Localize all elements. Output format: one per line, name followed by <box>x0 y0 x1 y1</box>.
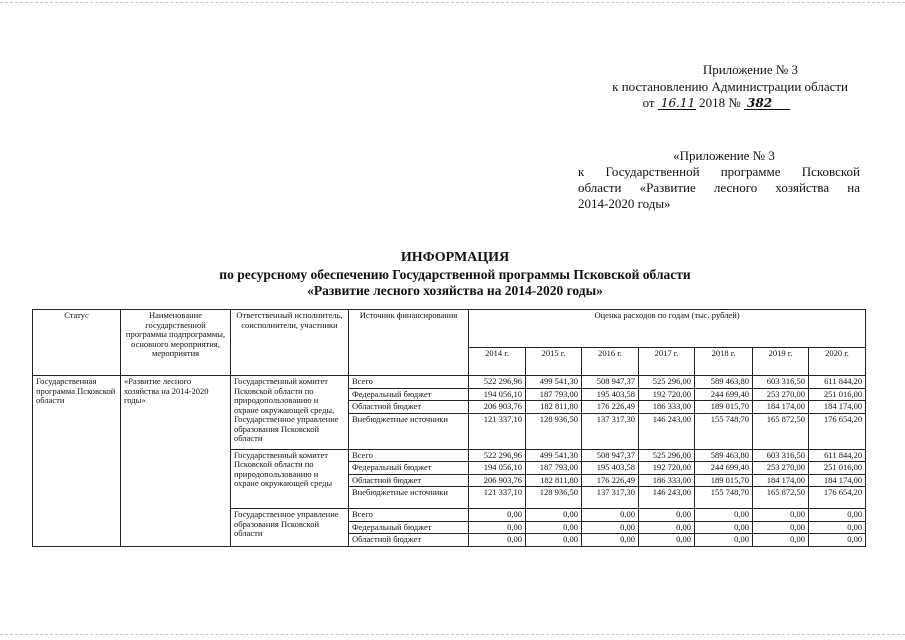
value-cell: 253 270,00 <box>753 388 809 401</box>
value-cell: 244 699,40 <box>695 388 753 401</box>
value-cell: 0,00 <box>526 509 582 522</box>
value-cell: 522 296,96 <box>469 376 526 389</box>
handwritten-date: 16.11 <box>658 97 696 110</box>
source-cell: Областной бюджет <box>349 474 469 487</box>
value-cell: 522 296,96 <box>469 449 526 462</box>
word: лесного <box>713 180 758 195</box>
value-cell: 195 403,58 <box>582 462 639 475</box>
value-cell: 499 541,30 <box>526 449 582 462</box>
annex-reference-block <box>560 62 860 112</box>
header-status: Статус <box>33 310 121 376</box>
source-cell: Внебюджетные источники <box>349 413 469 449</box>
value-cell: 184 174,00 <box>753 474 809 487</box>
word: «Развитие <box>639 180 696 195</box>
value-cell: 176 226,49 <box>582 401 639 414</box>
word: области <box>578 180 622 195</box>
value-cell: 0,00 <box>695 509 753 522</box>
source-cell: Областной бюджет <box>349 401 469 414</box>
source-cell: Федеральный бюджет <box>349 462 469 475</box>
year-label: 2018 № <box>699 95 741 110</box>
value-cell: 165 872,50 <box>753 487 809 509</box>
value-cell: 194 056,10 <box>469 462 526 475</box>
value-cell: 251 016,00 <box>809 462 866 475</box>
value-cell: 184 174,00 <box>753 401 809 414</box>
header-source: Источник финансирования <box>349 310 469 376</box>
value-cell: 525 296,00 <box>639 449 695 462</box>
word: хозяйства <box>775 180 830 195</box>
program-name-cell: «Развитие лесного хозяйства на 2014-2020 годы» <box>121 376 231 547</box>
value-cell: 187 793,00 <box>526 462 582 475</box>
value-cell: 121 337,10 <box>469 487 526 509</box>
value-cell: 186 333,00 <box>639 474 695 487</box>
value-cell: 182 811,80 <box>526 401 582 414</box>
value-cell: 253 270,00 <box>753 462 809 475</box>
value-cell: 0,00 <box>582 509 639 522</box>
executor-cell: Государственный комитет Псковской области по природопользованию и охране окружающей среды <box>231 449 349 509</box>
date-prefix: от <box>642 95 655 110</box>
value-cell: 206 903,76 <box>469 474 526 487</box>
source-cell: Внебюджетные источники <box>349 487 469 509</box>
annex-number: Приложение № 3 <box>702 62 798 77</box>
executor-cell: Государственное управление образования Псковской области <box>231 509 349 547</box>
value-cell: 206 903,76 <box>469 401 526 414</box>
status-cell: Государственная программа Псковской области <box>33 376 121 547</box>
value-cell: 137 317,30 <box>582 413 639 449</box>
value-cell: 155 748,70 <box>695 487 753 509</box>
scan-edge-top <box>0 2 905 3</box>
value-cell: 0,00 <box>639 521 695 534</box>
value-cell: 187 793,00 <box>526 388 582 401</box>
title-heading: ИНФОРМАЦИЯ <box>400 250 510 265</box>
value-cell: 0,00 <box>526 521 582 534</box>
value-cell: 603 316,50 <box>753 449 809 462</box>
header-year: 2014 г. <box>469 348 526 376</box>
word: на <box>847 180 860 195</box>
value-cell: 189 015,70 <box>695 401 753 414</box>
value-cell: 508 947,37 <box>582 449 639 462</box>
value-cell: 0,00 <box>582 534 639 547</box>
value-cell: 176 226,49 <box>582 474 639 487</box>
value-cell: 192 720,00 <box>639 462 695 475</box>
value-cell: 525 296,00 <box>639 376 695 389</box>
program-annex-line2 <box>578 164 860 180</box>
header-year: 2016 г. <box>582 348 639 376</box>
value-cell: 128 936,50 <box>526 413 582 449</box>
value-cell: 176 654,20 <box>809 487 866 509</box>
value-cell: 499 541,30 <box>526 376 582 389</box>
header-year: 2017 г. <box>639 348 695 376</box>
value-cell: 611 844,20 <box>809 376 866 389</box>
document-title <box>150 250 760 300</box>
scan-edge-bottom <box>0 634 905 635</box>
value-cell: 146 243,00 <box>639 413 695 449</box>
value-cell: 0,00 <box>469 521 526 534</box>
value-cell: 184 174,00 <box>809 474 866 487</box>
table-row <box>33 376 866 389</box>
value-cell: 244 699,40 <box>695 462 753 475</box>
value-cell: 0,00 <box>469 534 526 547</box>
header-estimate: Оценка расходов по годам (тыс. рублей) <box>469 310 866 348</box>
value-cell: 0,00 <box>526 534 582 547</box>
source-cell: Областной бюджет <box>349 534 469 547</box>
source-cell: Всего <box>349 509 469 522</box>
value-cell: 0,00 <box>809 521 866 534</box>
source-cell: Всего <box>349 376 469 389</box>
value-cell: 192 720,00 <box>639 388 695 401</box>
resource-table <box>32 309 866 547</box>
value-cell: 0,00 <box>639 509 695 522</box>
executor-cell: Государственный комитет Псковской области по природопользованию и охране окружающей среды, Государственное управление образования Псковской области <box>231 376 349 450</box>
value-cell: 508 947,37 <box>582 376 639 389</box>
value-cell: 128 936,50 <box>526 487 582 509</box>
value-cell: 0,00 <box>695 534 753 547</box>
value-cell: 0,00 <box>809 509 866 522</box>
program-annex-line4: 2014-2020 годы» <box>578 196 671 211</box>
value-cell: 155 748,70 <box>695 413 753 449</box>
value-cell: 0,00 <box>695 521 753 534</box>
source-cell: Федеральный бюджет <box>349 388 469 401</box>
value-cell: 165 872,50 <box>753 413 809 449</box>
source-cell: Всего <box>349 449 469 462</box>
program-annex-block <box>578 148 860 212</box>
value-cell: 0,00 <box>469 509 526 522</box>
header-year: 2018 г. <box>695 348 753 376</box>
annex-date-line <box>560 95 860 112</box>
title-subheading: по ресурсному обеспечению Государственной программы Псковской области <box>219 266 691 282</box>
word: Псковской <box>801 164 860 179</box>
value-cell: 0,00 <box>639 534 695 547</box>
value-cell: 0,00 <box>809 534 866 547</box>
value-cell: 137 317,30 <box>582 487 639 509</box>
header-executor: Ответственный исполнитель, соисполнители, участники <box>231 310 349 376</box>
value-cell: 589 463,80 <box>695 449 753 462</box>
value-cell: 0,00 <box>753 509 809 522</box>
handwritten-number: 382 <box>744 97 790 110</box>
program-annex-number: «Приложение № 3 <box>673 148 775 163</box>
value-cell: 195 403,58 <box>582 388 639 401</box>
value-cell: 603 316,50 <box>753 376 809 389</box>
program-annex-line3 <box>578 180 860 196</box>
word: Государственной <box>605 164 700 179</box>
value-cell: 611 844,20 <box>809 449 866 462</box>
title-program-name: «Развитие лесного хозяйства на 2014-2020 годы» <box>307 283 603 298</box>
word: программе <box>720 164 781 179</box>
value-cell: 182 811,80 <box>526 474 582 487</box>
value-cell: 186 333,00 <box>639 401 695 414</box>
value-cell: 189 015,70 <box>695 474 753 487</box>
value-cell: 251 016,00 <box>809 388 866 401</box>
header-year: 2015 г. <box>526 348 582 376</box>
value-cell: 121 337,10 <box>469 413 526 449</box>
value-cell: 0,00 <box>753 534 809 547</box>
header-name: Наименование государственной программы подпрограммы, основного мероприятия, мероприятия <box>121 310 231 376</box>
source-cell: Федеральный бюджет <box>349 521 469 534</box>
annex-resolution-ref: к постановлению Администрации области <box>612 78 848 94</box>
value-cell: 589 463,80 <box>695 376 753 389</box>
header-year: 2020 г. <box>809 348 866 376</box>
header-year: 2019 г. <box>753 348 809 376</box>
value-cell: 0,00 <box>753 521 809 534</box>
value-cell: 184 174,00 <box>809 401 866 414</box>
value-cell: 146 243,00 <box>639 487 695 509</box>
word: к <box>578 164 585 179</box>
value-cell: 0,00 <box>582 521 639 534</box>
value-cell: 176 654,20 <box>809 413 866 449</box>
value-cell: 194 056,10 <box>469 388 526 401</box>
